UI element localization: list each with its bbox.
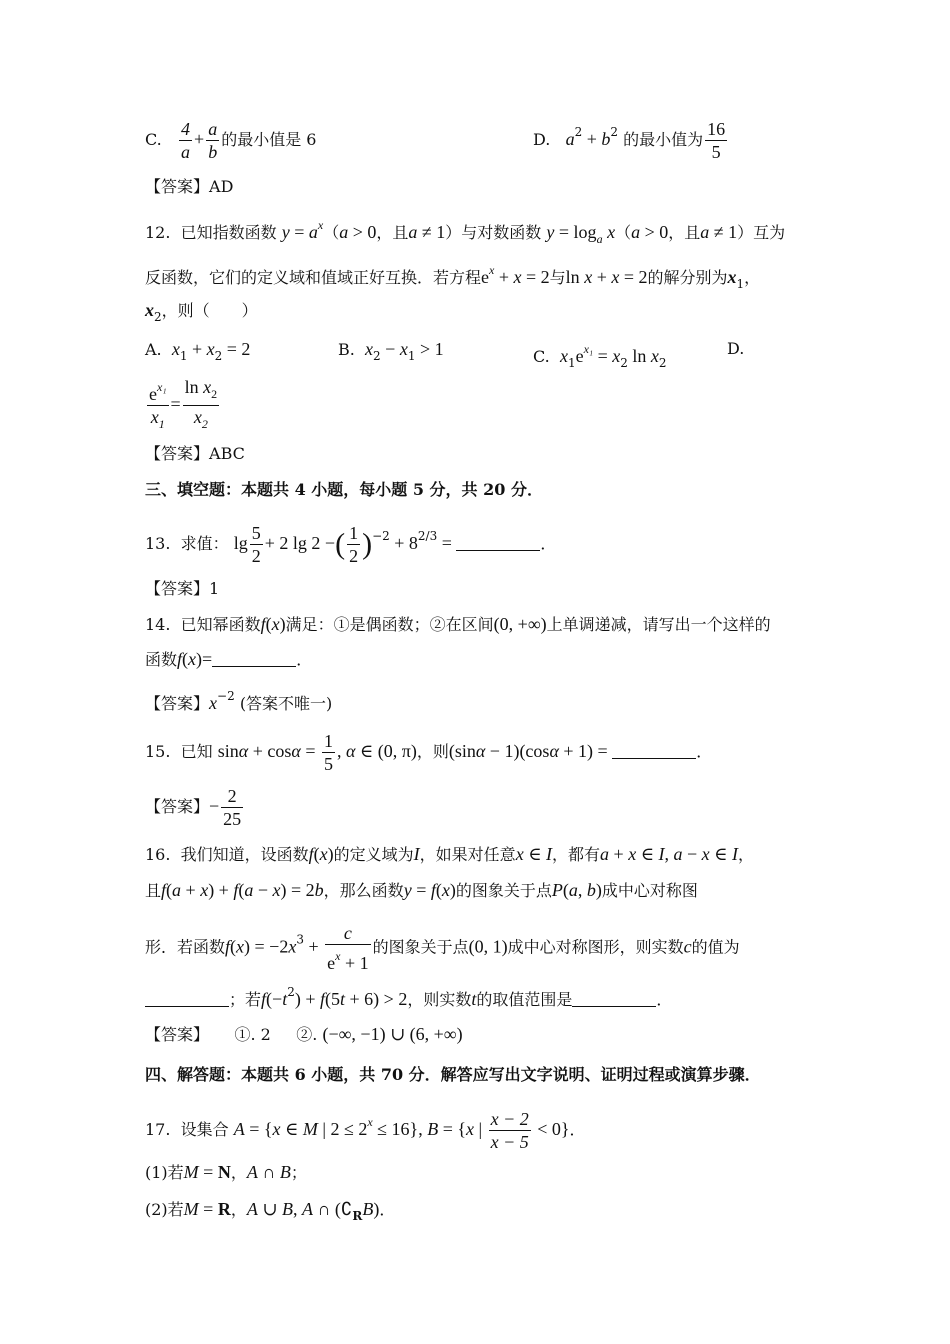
q12-line1: 12. 已知指数函数 $y = a^x(a > 0$，且a ≠ 1）与对数函数 $y = \log_a x(a > 0$，且a ≠ 1）互为 (145, 218, 786, 246)
q14-blank[interactable] (212, 652, 296, 667)
q14-answer: 【答案】$x^{-2}$ (答案不唯一) (145, 689, 333, 713)
q11-answer: 【答案】AD (145, 177, 234, 196)
q13-answer: 【答案】1 (145, 579, 220, 598)
q12-option-a: A. $x_1 + x_2 = 2$ (145, 339, 251, 363)
q16-blank-2[interactable] (572, 992, 656, 1007)
section-4-heading: 四、解答题：本题共 6 小题，共 70 分．解答应写出文字说明、证明过程或演算步骤． (145, 1065, 761, 1084)
q12-option-d: D. (727, 339, 745, 358)
q17-part1: (1)若M = N，A ∩ B； (145, 1162, 307, 1182)
q11-option-c: C. $\frac{4}{a}$ + $\frac{a}{b}$ 的最小值是 6 (145, 119, 317, 162)
q17-part2: (2)若M = R，A ∪ B, A ∩ $(∁_RB)$． (145, 1199, 396, 1223)
q16-answer: 【答案】 ①. 2 ②. (−∞, −1) ∪ (6, +∞) (145, 1024, 463, 1044)
q14-line2: 函数f(x)= ． (145, 649, 313, 669)
q16-line4: ；若$f(-t^2) + f(5t + 6) > 2$，则实数t的取值范围是 ． (145, 980, 672, 1012)
q12-option-c: C. $x_1e^{x_1} = x_2$ $\ln x_2$ (533, 342, 667, 370)
q14-line1: 14. 已知幂函数f(x)满足：①是偶函数；②在区间(0, +∞)上单调递减，请写出一个这样的 (145, 614, 771, 634)
q16-line2: 且f(a + x) + f(a − x) = 2b，那么函数y = f(x)的图象关于点P(a, b)成中心对称图 (145, 880, 698, 900)
q15-blank[interactable] (612, 744, 696, 759)
q16-line3: 形．若函数$f(x) = -2x^3$ + $\frac{c}{e^x + 1}$ 的图象关于点(0, 1)成中心对称图形，则实数c的值为 (145, 923, 740, 973)
q15-answer: 【答案】− $\frac{2}{25}$ (145, 786, 242, 829)
q11-option-d: D. $a^2 + b^2$ 的最小值为 $\frac{16}{5}$ (533, 119, 726, 162)
section-3-heading: 三、填空题：本题共 4 小题，每小题 5 分，共 20 分． (145, 480, 543, 499)
q12-option-d-formula: $\frac{e^{x_1}}{x_1}$ = $\frac{\ln x_2}{x_2}$ (149, 377, 218, 431)
q12-line2: 反函数，它们的定义域和值域正好互换．若方程$e^x + x = 2$与ln x + x = 2的解分别为$x_1$， (145, 263, 761, 291)
q16-line1: 16. 我们知道，设函数f(x)的定义域为I，如果对任意x ∈ I，都有a + x ∈ I, a − x ∈ I， (145, 844, 755, 864)
q16-blank-1[interactable] (145, 992, 229, 1007)
q13-question: 13. 求值： lg $\frac{5}{2}$ + 2 lg 2 −( $\frac{1}{2}$ )$^{-2} + 8^{2/3}$ = ． (145, 523, 557, 566)
q13-blank[interactable] (456, 536, 540, 551)
q12-answer: 【答案】ABC (145, 444, 245, 463)
q17-question: 17. 设集合 A = {x ∈ M | $2 \le 2^x \le 16$}, B = {x | $\frac{x - 2}{x - 5}$ < 0}． (145, 1109, 586, 1152)
q15-question: 15. 已知 sinα + cosα = $\frac{1}{5}$ , α ∈ (0, π)，则(sinα − 1)(cosα + 1) = ． (145, 731, 713, 774)
q12-option-b: B. $x_2 - x_1 > 1$ (338, 339, 444, 363)
q12-line3: $x_2$，则（ ） (145, 300, 258, 324)
